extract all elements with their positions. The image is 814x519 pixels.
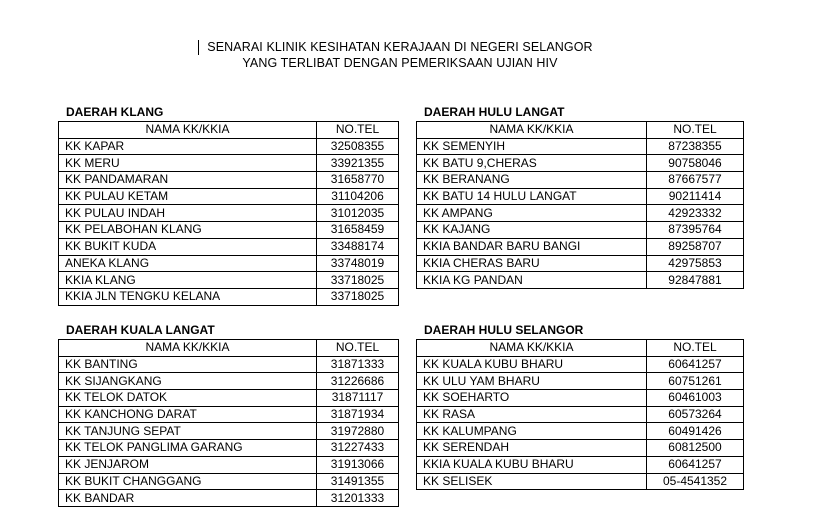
table-row	[417, 172, 744, 189]
clinic-name-cell: KKIA KUALA KUBU BHARU	[417, 456, 647, 473]
clinic-table	[58, 121, 399, 306]
clinic-name-cell: KK BANTING	[59, 356, 317, 373]
table-row	[59, 440, 399, 457]
clinic-name-cell: KK KUALA KUBU BHARU	[417, 356, 647, 373]
section-heading: DAERAH HULU SELANGOR	[424, 323, 584, 337]
phone-number-cell: 42923332	[647, 205, 744, 222]
phone-number-cell: 60751261	[647, 373, 744, 390]
table-row	[59, 272, 399, 289]
table-header-row	[59, 340, 399, 357]
table-row	[417, 255, 744, 272]
clinic-name-cell: KKIA KLANG	[59, 272, 317, 289]
clinic-name-cell: KKIA JLN TENGKU KELANA	[59, 288, 317, 305]
table-row	[59, 172, 399, 189]
clinic-name-cell: KK BATU 14 HULU LANGAT	[417, 188, 647, 205]
phone-number-cell: 31201333	[317, 490, 399, 507]
table-row	[59, 356, 399, 373]
phone-number-cell: 31658770	[317, 172, 399, 189]
column-header-tel: NO.TEL	[317, 122, 399, 139]
clinic-name-cell: KKIA CHERAS BARU	[417, 255, 647, 272]
clinic-name-cell: KK TELOK DATOK	[59, 390, 317, 407]
table-row	[417, 155, 744, 172]
section-daerah-hulu-selangor	[416, 322, 744, 490]
clinic-name-cell: KK RASA	[417, 406, 647, 423]
phone-number-cell: 60812500	[647, 440, 744, 457]
column-header-name: NAMA KK/KKIA	[59, 340, 317, 357]
clinic-name-cell: KK BERANANG	[417, 172, 647, 189]
clinic-name-cell: KK SEMENYIH	[417, 138, 647, 155]
clinic-name-cell: KK BANDAR	[59, 490, 317, 507]
clinic-name-cell: KK PULAU KETAM	[59, 188, 317, 205]
phone-number-cell: 31104206	[317, 188, 399, 205]
phone-number-cell: 31871934	[317, 406, 399, 423]
table-header-row	[59, 122, 399, 139]
column-header-tel: NO.TEL	[647, 122, 744, 139]
table-row	[59, 155, 399, 172]
clinic-name-cell: KK SERENDAH	[417, 440, 647, 457]
column-header-name: NAMA KK/KKIA	[417, 122, 647, 139]
column-header-tel: NO.TEL	[317, 340, 399, 357]
table-row	[417, 473, 744, 490]
table-row	[59, 255, 399, 272]
table-row	[417, 373, 744, 390]
column-header-name: NAMA KK/KKIA	[417, 340, 647, 357]
section-heading: DAERAH HULU LANGAT	[424, 105, 565, 119]
section-heading: DAERAH KUALA LANGAT	[66, 323, 215, 337]
table-row	[417, 423, 744, 440]
clinic-name-cell: KK KAPAR	[59, 138, 317, 155]
phone-number-cell: 92847881	[647, 272, 744, 289]
table-row	[417, 390, 744, 407]
document-title-line-1: SENARAI KLINIK KESIHATAN KERAJAAN DI NEGERI SELANGOR	[207, 40, 593, 54]
clinic-name-cell: KK ULU YAM BHARU	[417, 373, 647, 390]
table-row	[417, 138, 744, 155]
clinic-table	[416, 121, 744, 289]
clinic-name-cell: KK PELABOHAN KLANG	[59, 222, 317, 239]
clinic-name-cell: KK AMPANG	[417, 205, 647, 222]
phone-number-cell: 33921355	[317, 155, 399, 172]
phone-number-cell: 87395764	[647, 222, 744, 239]
phone-number-cell: 31658459	[317, 222, 399, 239]
phone-number-cell: 87667577	[647, 172, 744, 189]
phone-number-cell: 33718025	[317, 288, 399, 305]
phone-number-cell: 31226686	[317, 373, 399, 390]
table-row	[59, 222, 399, 239]
phone-number-cell: 31871333	[317, 356, 399, 373]
table-row	[417, 272, 744, 289]
phone-number-cell: 33718025	[317, 272, 399, 289]
table-row	[417, 222, 744, 239]
table-row	[417, 456, 744, 473]
clinic-name-cell: KK BUKIT CHANGGANG	[59, 473, 317, 490]
phone-number-cell: 60641257	[647, 356, 744, 373]
phone-number-cell: 60491426	[647, 423, 744, 440]
phone-number-cell: 31972880	[317, 423, 399, 440]
phone-number-cell: 60573264	[647, 406, 744, 423]
phone-number-cell: 90758046	[647, 155, 744, 172]
clinic-name-cell: KK SIJANGKANG	[59, 373, 317, 390]
clinic-name-cell: KK BUKIT KUDA	[59, 238, 317, 255]
clinic-name-cell: KK KAJANG	[417, 222, 647, 239]
table-row	[59, 238, 399, 255]
phone-number-cell: 31491355	[317, 473, 399, 490]
table-row	[59, 473, 399, 490]
table-row	[59, 490, 399, 507]
document-title-line-2: YANG TERLIBAT DENGAN PEMERIKSAAN UJIAN HIV	[242, 56, 558, 70]
table-row	[59, 406, 399, 423]
phone-number-cell: 05-4541352	[647, 473, 744, 490]
clinic-table	[416, 339, 744, 490]
table-row	[417, 356, 744, 373]
table-row	[59, 423, 399, 440]
table-row	[59, 138, 399, 155]
clinic-name-cell: KK SELISEK	[417, 473, 647, 490]
phone-number-cell: 42975853	[647, 255, 744, 272]
clinic-name-cell: KK KANCHONG DARAT	[59, 406, 317, 423]
phone-number-cell: 33488174	[317, 238, 399, 255]
phone-number-cell: 60461003	[647, 390, 744, 407]
phone-number-cell: 90211414	[647, 188, 744, 205]
clinic-table	[58, 339, 399, 507]
phone-number-cell: 31913066	[317, 456, 399, 473]
phone-number-cell: 32508355	[317, 138, 399, 155]
clinic-name-cell: KK MERU	[59, 155, 317, 172]
table-row	[417, 440, 744, 457]
column-header-tel: NO.TEL	[647, 340, 744, 357]
table-row	[59, 456, 399, 473]
clinic-name-cell: KK PULAU INDAH	[59, 205, 317, 222]
clinic-name-cell: KK TELOK PANGLIMA GARANG	[59, 440, 317, 457]
table-row	[417, 238, 744, 255]
table-row	[59, 288, 399, 305]
clinic-name-cell: KKIA KG PANDAN	[417, 272, 647, 289]
phone-number-cell: 87238355	[647, 138, 744, 155]
column-header-name: NAMA KK/KKIA	[59, 122, 317, 139]
clinic-name-cell: ANEKA KLANG	[59, 255, 317, 272]
clinic-name-cell: KKIA BANDAR BARU BANGI	[417, 238, 647, 255]
clinic-name-cell: KK TANJUNG SEPAT	[59, 423, 317, 440]
table-row	[59, 390, 399, 407]
phone-number-cell: 31227433	[317, 440, 399, 457]
table-row	[59, 205, 399, 222]
clinic-name-cell: KK BATU 9,CHERAS	[417, 155, 647, 172]
table-row	[417, 406, 744, 423]
phone-number-cell: 33748019	[317, 255, 399, 272]
phone-number-cell: 89258707	[647, 238, 744, 255]
clinic-name-cell: KK PANDAMARAN	[59, 172, 317, 189]
phone-number-cell: 31871117	[317, 390, 399, 407]
table-row	[59, 373, 399, 390]
section-daerah-klang	[58, 104, 399, 306]
clinic-name-cell: KK JENJAROM	[59, 456, 317, 473]
table-row	[417, 205, 744, 222]
section-heading: DAERAH KLANG	[66, 105, 164, 119]
clinic-name-cell: KK SOEHARTO	[417, 390, 647, 407]
section-daerah-kuala-langat	[58, 322, 399, 507]
table-header-row	[417, 122, 744, 139]
phone-number-cell: 60641257	[647, 456, 744, 473]
table-row	[59, 188, 399, 205]
table-header-row	[417, 340, 744, 357]
clinic-name-cell: KK KALUMPANG	[417, 423, 647, 440]
section-daerah-hulu-langat	[416, 104, 744, 289]
table-row	[417, 188, 744, 205]
phone-number-cell: 31012035	[317, 205, 399, 222]
